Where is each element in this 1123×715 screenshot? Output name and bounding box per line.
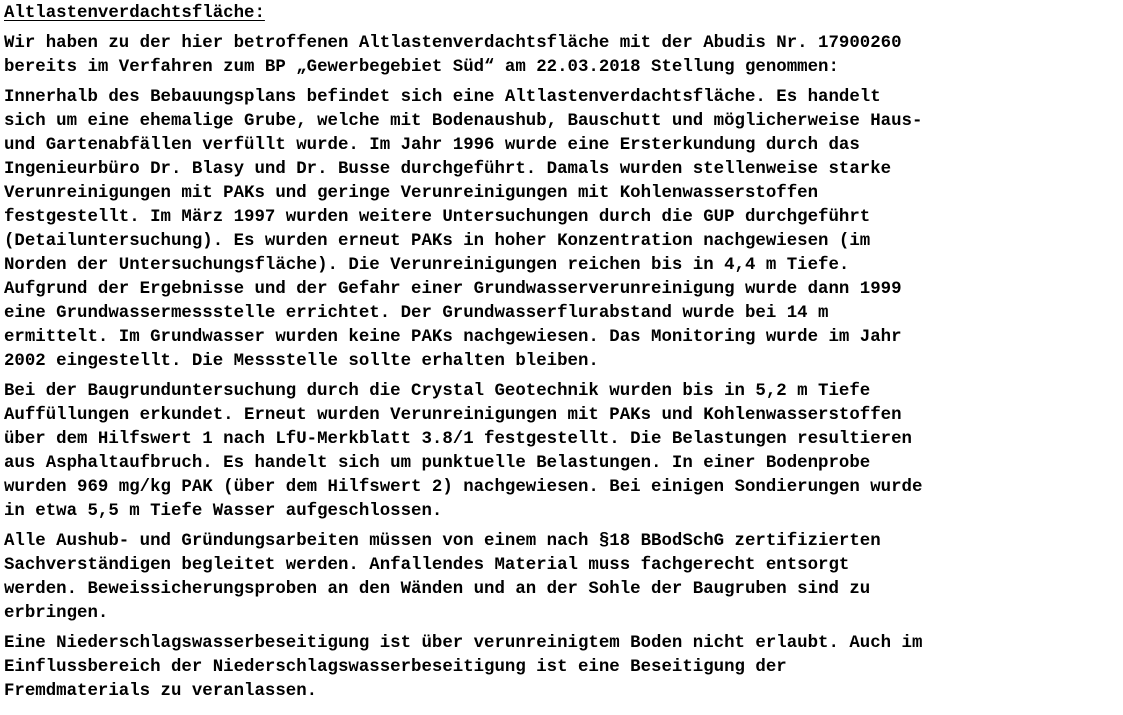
text-line: Sachverständigen begleitet werden. Anfallendes Material muss fachgerecht entsorgt (4, 556, 850, 575)
text-line: bereits im Verfahren zum BP „Gewerbegebiet Süd“ am 22.03.2018 Stellung genommen: (4, 58, 839, 77)
text-line: Ingenieurbüro Dr. Blasy und Dr. Busse durchgeführt. Damals wurden stellenweise starke (4, 160, 892, 179)
text-line: Alle Aushub- und Gründungsarbeiten müssen von einem nach §18 BBodSchG zertifizierten (4, 532, 881, 551)
section-heading: Altlastenverdachtsfläche: (4, 4, 265, 23)
text-line: Auffüllungen erkundet. Erneut wurden Verunreinigungen mit PAKs und Kohlenwasserstoffen (4, 406, 902, 425)
text-line: Eine Niederschlagswasserbeseitigung ist über verunreinigtem Boden nicht erlaubt. Auch im (4, 634, 923, 653)
text-line: ermittelt. Im Grundwasser wurden keine PAKs nachgewiesen. Das Monitoring wurde im Jahr (4, 328, 902, 347)
text-line: 2002 eingestellt. Die Messstelle sollte erhalten bleiben. (4, 352, 599, 371)
paragraph (4, 632, 1120, 704)
text-line: Norden der Untersuchungsfläche). Die Verunreinigungen reichen bis in 4,4 m Tiefe. (4, 256, 850, 275)
text-line: wurden 969 mg/kg PAK (über dem Hilfswert 2) nachgewiesen. Bei einigen Sondierungen wurde (4, 478, 923, 497)
text-line: Wir haben zu der hier betroffenen Altlastenverdachtsfläche mit der Abudis Nr. 17900260 (4, 34, 902, 53)
text-line: in etwa 5,5 m Tiefe Wasser aufgeschlossen. (4, 502, 443, 521)
text-line: sich um eine ehemalige Grube, welche mit Bodenaushub, Bauschutt und möglicherweise Haus- (4, 112, 923, 131)
text-line: Verunreinigungen mit PAKs und geringe Verunreinigungen mit Kohlenwasserstoffen (4, 184, 819, 203)
text-line: Fremdmaterials zu veranlassen. (4, 682, 318, 701)
document (4, 2, 1120, 710)
paragraph (4, 530, 1120, 626)
text-line: Bei der Baugrunduntersuchung durch die Crystal Geotechnik wurden bis in 5,2 m Tiefe (4, 382, 871, 401)
text-line: festgestellt. Im März 1997 wurden weitere Untersuchungen durch die GUP durchgeführt (4, 208, 871, 227)
text-line: und Gartenabfällen verfüllt wurde. Im Jahr 1996 wurde eine Ersterkundung durch das (4, 136, 860, 155)
text-line: (Detailuntersuchung). Es wurden erneut PAKs in hoher Konzentration nachgewiesen (im (4, 232, 871, 251)
text-line: werden. Beweissicherungsproben an den Wänden und an der Sohle der Baugruben sind zu (4, 580, 871, 599)
text-line: Innerhalb des Bebauungsplans befindet sich eine Altlastenverdachtsfläche. Es handelt (4, 88, 881, 107)
text-line: erbringen. (4, 604, 109, 623)
paragraph (4, 380, 1120, 524)
text-line: aus Asphaltaufbruch. Es handelt sich um punktuelle Belastungen. In einer Bodenprobe (4, 454, 871, 473)
text-line: Aufgrund der Ergebnisse und der Gefahr einer Grundwasserverunreinigung wurde dann 1999 (4, 280, 902, 299)
text-line: über dem Hilfswert 1 nach LfU-Merkblatt 3.8/1 festgestellt. Die Belastungen resultieren (4, 430, 912, 449)
text-line: Einflussbereich der Niederschlagswasserbeseitigung ist eine Beseitigung der (4, 658, 787, 677)
paragraph (4, 32, 1120, 80)
document-body (4, 32, 1120, 704)
text-line: eine Grundwassermessstelle errichtet. Der Grundwasserflurabstand wurde bei 14 m (4, 304, 829, 323)
paragraph (4, 86, 1120, 374)
